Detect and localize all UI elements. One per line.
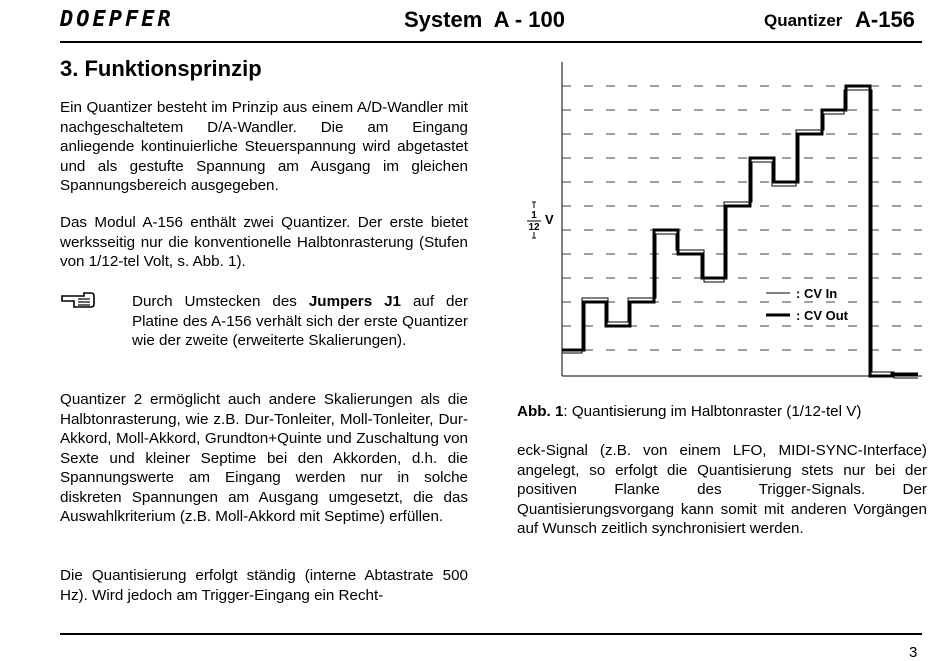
paragraph-trigger: eck-Signal (z.B. von einem LFO, MIDI-SYNC-Interface) angelegt, so erfolgt die Quantisierung stets nur bei der positiven Flanke des Trigger-Signals. Der Quantisierungsvorgang kann somit mit anderen Vorgängen auf Wunsch zeitlich synchronisiert werden. bbox=[517, 442, 927, 537]
figure-axes bbox=[562, 62, 922, 376]
header-rule bbox=[60, 41, 922, 43]
note-text-end: auf der Platine des A-156 verhält sich der erste Quantizer wie der zweite (erweiterte Skalierungen). bbox=[132, 293, 468, 349]
step-denominator: 12 bbox=[528, 222, 540, 233]
legend-cv-in: : CV In bbox=[796, 286, 838, 301]
jumper-note bbox=[132, 292, 468, 351]
section-title: 3. Funktionsprinzip bbox=[60, 56, 262, 81]
figure-grid bbox=[562, 86, 922, 350]
footer-rule bbox=[60, 633, 922, 635]
caption-label: Abb. 1 bbox=[517, 403, 564, 420]
paragraph-quantizer2: Quantizer 2 ermöglicht auch andere Skalierungen als die Halbtonrasterung, wie z.B. Dur-Tonleiter, Moll-Tonleiter, Dur-Akkord, Moll-Akkord, Grundton+Quinte und Zuschaltung von Sexte und kleiner Septime bei den Akkorden, d.h. die Spannungswerte am Eingang werden nur in solche diskreten Spannungen am Ausgang umgesetzt, die das Auswahlkriterium (z.B. Moll-Akkord mit Septime) erfüllen. bbox=[60, 391, 468, 525]
module-code: A-156 bbox=[855, 7, 915, 32]
note-jumper: Jumpers J1 bbox=[308, 293, 402, 310]
cv-out-line bbox=[562, 86, 918, 376]
note-text-start: Durch Umstecken des bbox=[132, 293, 309, 310]
step-numerator: 1 bbox=[531, 210, 537, 221]
system-title: System A - 100 bbox=[404, 7, 566, 32]
step-unit: V bbox=[545, 212, 554, 227]
legend-cv-out: : CV Out bbox=[796, 308, 848, 323]
paragraph-module: Das Modul A-156 enthält zwei Quantizer. Der erste bietet werksseitig nur die konventionelle Halbtonrasterung (Stufen von 1/12-tel Volt, s. Abb. 1). bbox=[60, 214, 468, 270]
brand-logo: DOEPFER bbox=[60, 7, 174, 32]
pointing-hand-icon bbox=[60, 290, 100, 310]
module-name: Quantizer bbox=[764, 11, 843, 30]
figure-caption bbox=[517, 403, 861, 420]
caption-text: : Quantisierung im Halbtonraster (1/12-tel V) bbox=[563, 403, 862, 420]
paragraph-intro: Ein Quantizer besteht im Prinzip aus einem A/D-Wandler mit nachgeschaltetem D/A-Wandler. Die am Eingang anliegende kontinuierliche Steuerspannung wird abgetastet und als gestufte Spannung am Ausgang im gleichen Spannungsbereich ausgegeben. bbox=[60, 99, 468, 194]
paragraph-sampling: Die Quantisierung erfolgt ständig (interne Abtastrate 500 Hz). Wird jedoch am Trigger-Eingang ein Recht- bbox=[60, 567, 468, 604]
cv-in-line bbox=[562, 90, 918, 378]
page-number: 3 bbox=[909, 644, 918, 661]
quantization-figure bbox=[518, 58, 928, 388]
